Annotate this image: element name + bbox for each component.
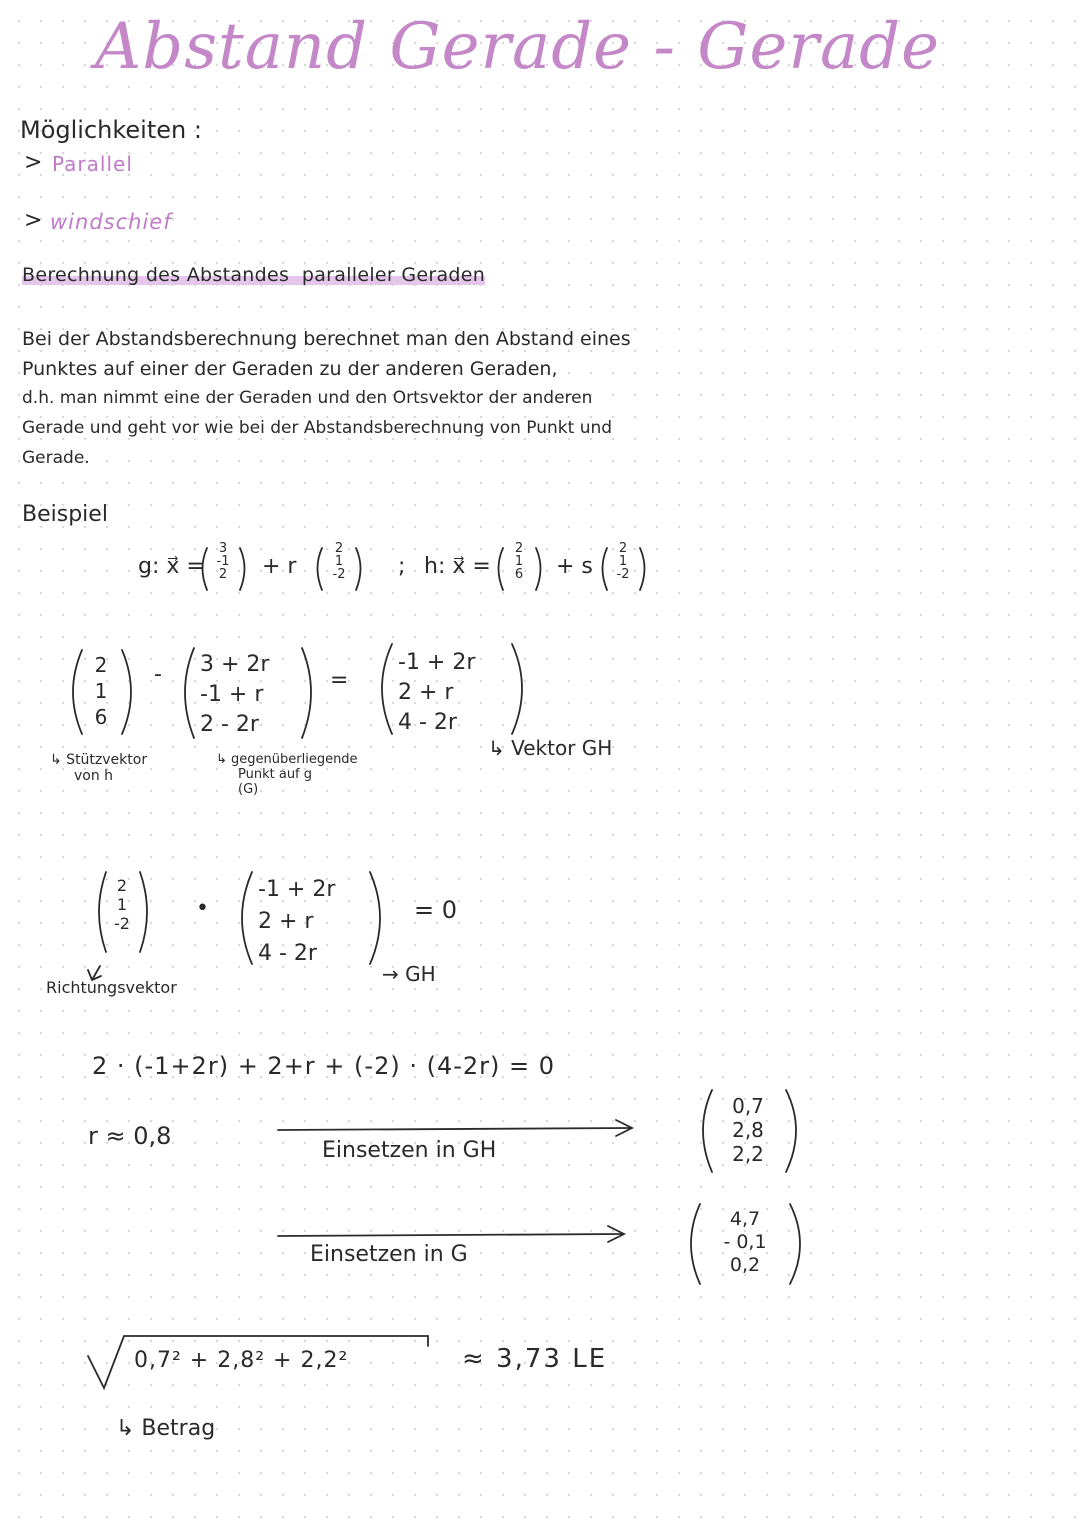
opposite-point-note: ↳ gegenüberliegende Punkt auf g (G) xyxy=(216,752,358,797)
page-title: Abstand Gerade - Gerade xyxy=(95,10,940,84)
bracket xyxy=(691,1204,700,1284)
equals-sign: = xyxy=(330,668,349,693)
radicand: 0,7² + 2,8² + 2,2² xyxy=(134,1348,349,1373)
section-heading-part1: Berechnung des Abstandes xyxy=(22,264,290,286)
distance-result: ≈ 3,73 LE xyxy=(462,1344,608,1374)
bracket xyxy=(786,1090,796,1172)
bracket xyxy=(703,1090,712,1172)
direction-vector-note: Richtungsvektor xyxy=(46,978,177,997)
bracket xyxy=(122,650,131,734)
section-heading-part2: paralleler Geraden xyxy=(301,264,486,286)
h-direction-vector: 2 1 -2 xyxy=(616,541,630,582)
step1-vector-a: 2 1 6 xyxy=(94,653,108,729)
step1-vector-b: 3 + 2r -1 + r 2 - 2r xyxy=(200,652,270,737)
dot-product-sign: • xyxy=(196,896,209,921)
bracket xyxy=(99,872,106,952)
arrow-line xyxy=(278,1128,630,1130)
g-support-vector: 3 -1 2 xyxy=(216,541,230,582)
bracket xyxy=(318,548,323,590)
bracket xyxy=(640,548,645,590)
explanation-line: d.h. man nimmt eine der Geraden und den Ortsvektor der anderen xyxy=(22,388,593,408)
bracket xyxy=(382,644,392,734)
gh-note: → GH xyxy=(382,962,436,986)
bracket xyxy=(140,872,147,952)
line-g-label: g: x⃗ = xyxy=(138,554,205,579)
line-h-label: h: x⃗ = xyxy=(424,554,491,579)
explanation-line: Bei der Abstandsberechnung berechnet man den Abstand eines xyxy=(22,328,631,350)
h-param: + s xyxy=(556,554,593,579)
equals-zero: = 0 xyxy=(414,896,458,924)
insert-into-g-label: Einsetzen in G xyxy=(310,1242,468,1267)
g-direction-vector: 2 1 -2 xyxy=(332,541,346,582)
result-vector-gh: 0,7 2,8 2,2 xyxy=(732,1094,764,1166)
explanation-line: Gerade und geht vor wie bei der Abstandsberechnung von Punkt und xyxy=(22,418,613,438)
example-heading: Beispiel xyxy=(22,502,108,527)
bracket xyxy=(512,644,522,734)
square-root-sign xyxy=(88,1336,428,1388)
list-marker: > xyxy=(24,150,43,175)
bracket xyxy=(356,548,361,590)
bracket xyxy=(302,648,311,738)
magnitude-note: ↳ Betrag xyxy=(116,1416,216,1441)
possibility-windschief: windschief xyxy=(50,210,172,234)
note-arrow xyxy=(88,966,101,980)
bracket xyxy=(242,872,252,964)
possibilities-heading: Möglichkeiten : xyxy=(20,116,202,144)
h-support-vector: 2 1 6 xyxy=(514,541,524,582)
bracket xyxy=(73,650,82,734)
bracket xyxy=(603,548,608,590)
insert-into-gh-label: Einsetzen in GH xyxy=(322,1138,497,1163)
separator: ; xyxy=(398,554,406,579)
g-param: + r xyxy=(262,554,297,579)
support-vector-note: ↳ Stützvektor von h xyxy=(50,752,148,784)
explanation-line: Punktes auf einer der Geraden zu der anderen Geraden, xyxy=(22,358,558,380)
possibility-parallel: Parallel xyxy=(52,152,133,176)
r-value: r ≈ 0,8 xyxy=(88,1122,172,1150)
arrow-line xyxy=(278,1234,622,1236)
bracket xyxy=(536,548,541,590)
bracket xyxy=(370,872,380,964)
minus-sign: - xyxy=(154,662,162,687)
bracket xyxy=(499,548,504,590)
result-vector-g: 4,7 - 0,1 0,2 xyxy=(723,1208,767,1276)
bracket xyxy=(790,1204,800,1284)
step1-vector-c: -1 + 2r 2 + r 4 - 2r xyxy=(398,650,476,735)
list-marker: > xyxy=(24,208,43,233)
bracket xyxy=(203,548,208,590)
step2-vector-b: -1 + 2r 2 + r 4 - 2r xyxy=(258,877,336,966)
explanation-line: Gerade. xyxy=(22,448,90,468)
direction-vector: 2 1 -2 xyxy=(114,876,130,933)
vector-gh-note: ↳ Vektor GH xyxy=(488,736,613,760)
scalar-equation: 2 · (-1+2r) + 2+r + (-2) · (4-2r) = 0 xyxy=(92,1052,556,1080)
bracket xyxy=(240,548,245,590)
bracket xyxy=(185,648,194,738)
